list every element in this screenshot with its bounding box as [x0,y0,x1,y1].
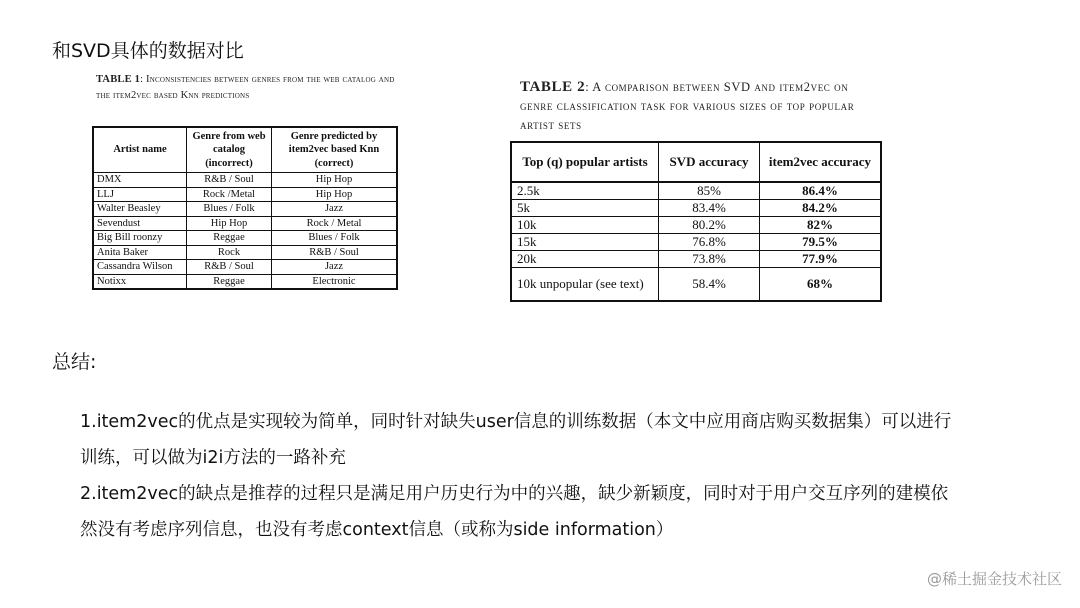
table-row [93,231,397,246]
table2-cell: 86.4% [760,182,882,200]
table1 [92,126,398,290]
table1-cell: Blues / Folk [187,202,272,217]
table-row [511,268,881,302]
summary-point: 2.item2vec的缺点是推荐的过程只是满足用户历史行为中的兴趣，缺少新颖度，同时对于用户交互序列的建模依然没有考虑序列信息，也没有考虑context信息（或称为side information） [80,484,949,540]
table1-cell: Rock /Metal [187,187,272,202]
table-row [93,187,397,202]
table1-cell: LLJ [93,187,187,202]
table2-cell: 10k unpopular (see text) [511,268,659,302]
table2-cell: 82% [760,217,882,234]
table2-cell: 77.9% [760,251,882,268]
summary-title: 总结: [52,351,97,373]
table1-cell: Reggae [187,274,272,289]
table2-cell: 68% [760,268,882,302]
table-row [511,234,881,251]
table1-header-cell: Genre predicted by item2vec based Knn (correct) [272,127,398,173]
summary-points [80,404,960,548]
table2-cell: 2.5k [511,182,659,200]
table1-cell: R&B / Soul [272,245,398,260]
table2-cell: 15k [511,234,659,251]
table2-cell: 20k [511,251,659,268]
table1-cell: Blues / Folk [272,231,398,246]
table2-cell: 79.5% [760,234,882,251]
table2-cell: 85% [659,182,760,200]
table1-cell: Walter Beasley [93,202,187,217]
table-row [511,200,881,217]
table1-cell: Rock [187,245,272,260]
table1-cell: Reggae [187,231,272,246]
table-row [93,202,397,217]
table2-caption-text: : A comparison between SVD and item2vec on genre classification task for various sizes of top popular artist sets [520,80,855,132]
page-heading: 和SVD具体的数据对比 [52,40,244,62]
table2-cell: 80.2% [659,217,760,234]
table2-header-cell: item2vec accuracy [760,142,882,182]
table2-header-cell: SVD accuracy [659,142,760,182]
table2-cell: 5k [511,200,659,217]
table1-cell: Hip Hop [187,216,272,231]
table1-caption [96,72,398,103]
table-row [93,260,397,275]
summary-point: 1.item2vec的优点是实现较为简单，同时针对缺失user信息的训练数据（本文中应用商店购买数据集）可以进行训练，可以做为i2i方法的一路补充 [80,412,952,468]
table1-cell: Electronic [272,274,398,289]
table1-cell: Hip Hop [272,187,398,202]
table-row [511,182,881,200]
table-row [93,216,397,231]
table1-header-row [93,127,397,173]
table2-cell: 73.8% [659,251,760,268]
table1-cell: Cassandra Wilson [93,260,187,275]
table1-header-cell: Artist name [93,127,187,173]
table2-cell: 58.4% [659,268,760,302]
table1-cell: DMX [93,173,187,188]
table2-header-row [511,142,881,182]
table-row [511,217,881,234]
table1-cell: R&B / Soul [187,173,272,188]
table2-cell: 76.8% [659,234,760,251]
watermark: @稀土掘金技术社区 [926,570,1062,588]
table1-cell: R&B / Soul [187,260,272,275]
table1-header-cell: Genre from web catalog (incorrect) [187,127,272,173]
table1-cell: Jazz [272,202,398,217]
table-row [511,251,881,268]
table2-cell: 10k [511,217,659,234]
table2-caption-label: TABLE 2 [520,79,586,95]
table1-cell: Jazz [272,260,398,275]
table2 [510,141,882,302]
table2-cell: 83.4% [659,200,760,217]
table1-cell: Sevendust [93,216,187,231]
table-row [93,173,397,188]
table1-cell: Anita Baker [93,245,187,260]
table1-cell: Big Bill roonzy [93,231,187,246]
table-row [93,274,397,289]
table1-cell: Notixx [93,274,187,289]
table2-cell: 84.2% [760,200,882,217]
table2-header-cell: Top (q) popular artists [511,142,659,182]
table1-caption-label: TABLE 1 [96,74,141,85]
table1-caption-text: : Inconsistencies between genres from the web catalog and the item2vec based Knn predictions [96,74,395,101]
table1-cell: Hip Hop [272,173,398,188]
table2-caption [520,78,876,135]
table1-cell: Rock / Metal [272,216,398,231]
table-row [93,245,397,260]
